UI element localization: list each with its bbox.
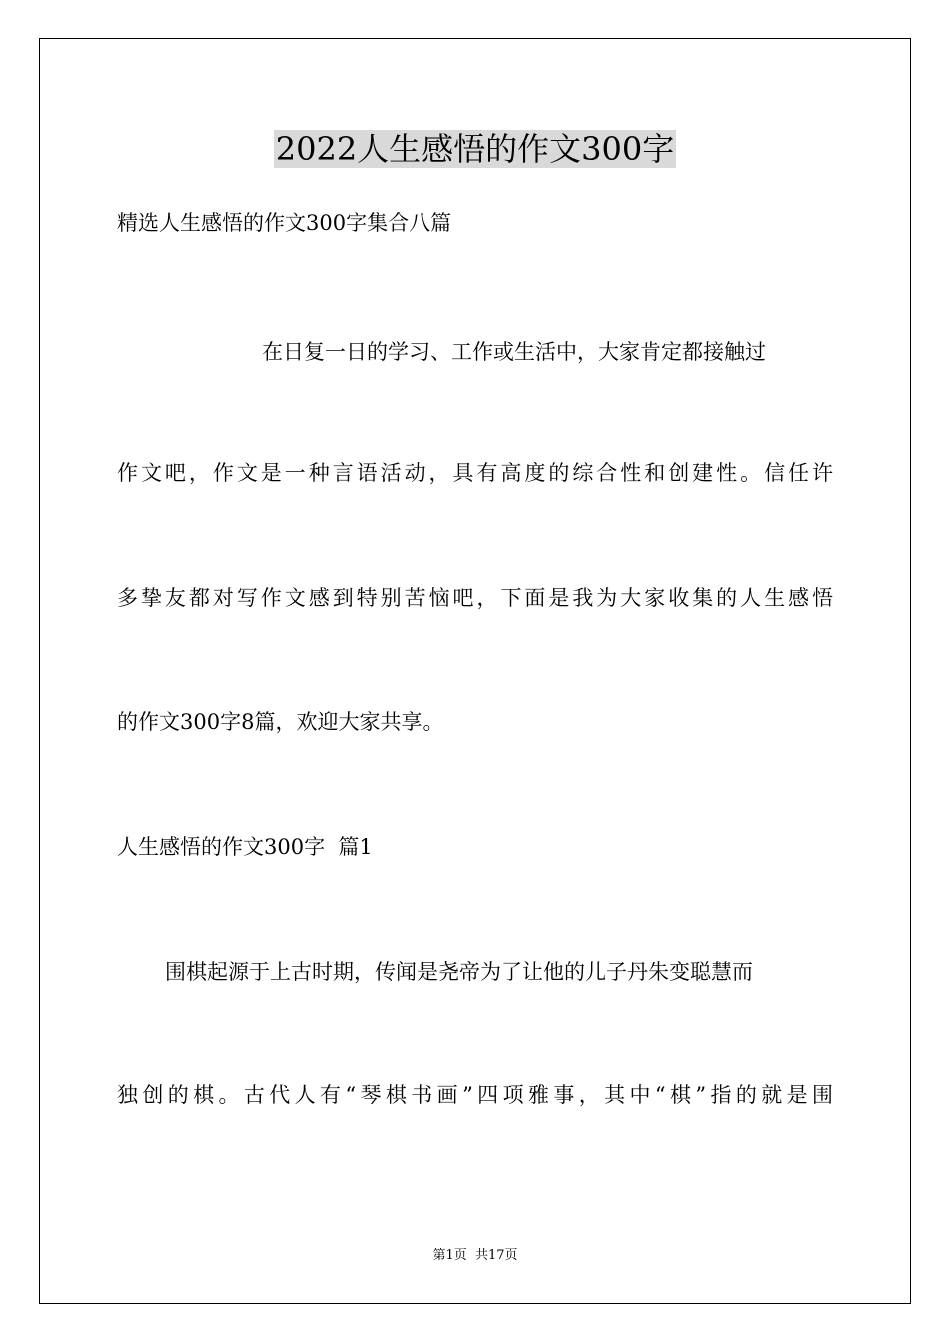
paragraph-line: 的作文300字8篇，欢迎大家共享。 xyxy=(117,710,444,734)
paragraph-line: 多挚友都对写作文感到特别苦恼吧，下面是我为大家收集的人生感悟 xyxy=(117,586,833,610)
paragraph-line: 围棋起源于上古时期，传闻是尧帝为了让他的儿子丹朱变聪慧而 xyxy=(165,960,753,984)
page-number-footer: 第1页 共17页 xyxy=(432,1248,518,1263)
section-heading: 人生感悟的作文300字 篇1 xyxy=(117,835,373,859)
document-title-text: 2022人生感悟的作文300字 xyxy=(275,130,675,168)
document-subtitle: 精选人生感悟的作文300字集合八篇 xyxy=(117,211,452,235)
document-title xyxy=(0,127,950,171)
paragraph-line: 独创的棋。古代人有“琴棋书画”四项雅事，其中“棋”指的就是围 xyxy=(117,1083,833,1107)
paragraph-line: 在日复一日的学习、工作或生活中，大家肯定都接触过 xyxy=(262,340,766,364)
paragraph-line: 作文吧，作文是一种言语活动，具有高度的综合性和创建性。信任许 xyxy=(117,461,833,485)
